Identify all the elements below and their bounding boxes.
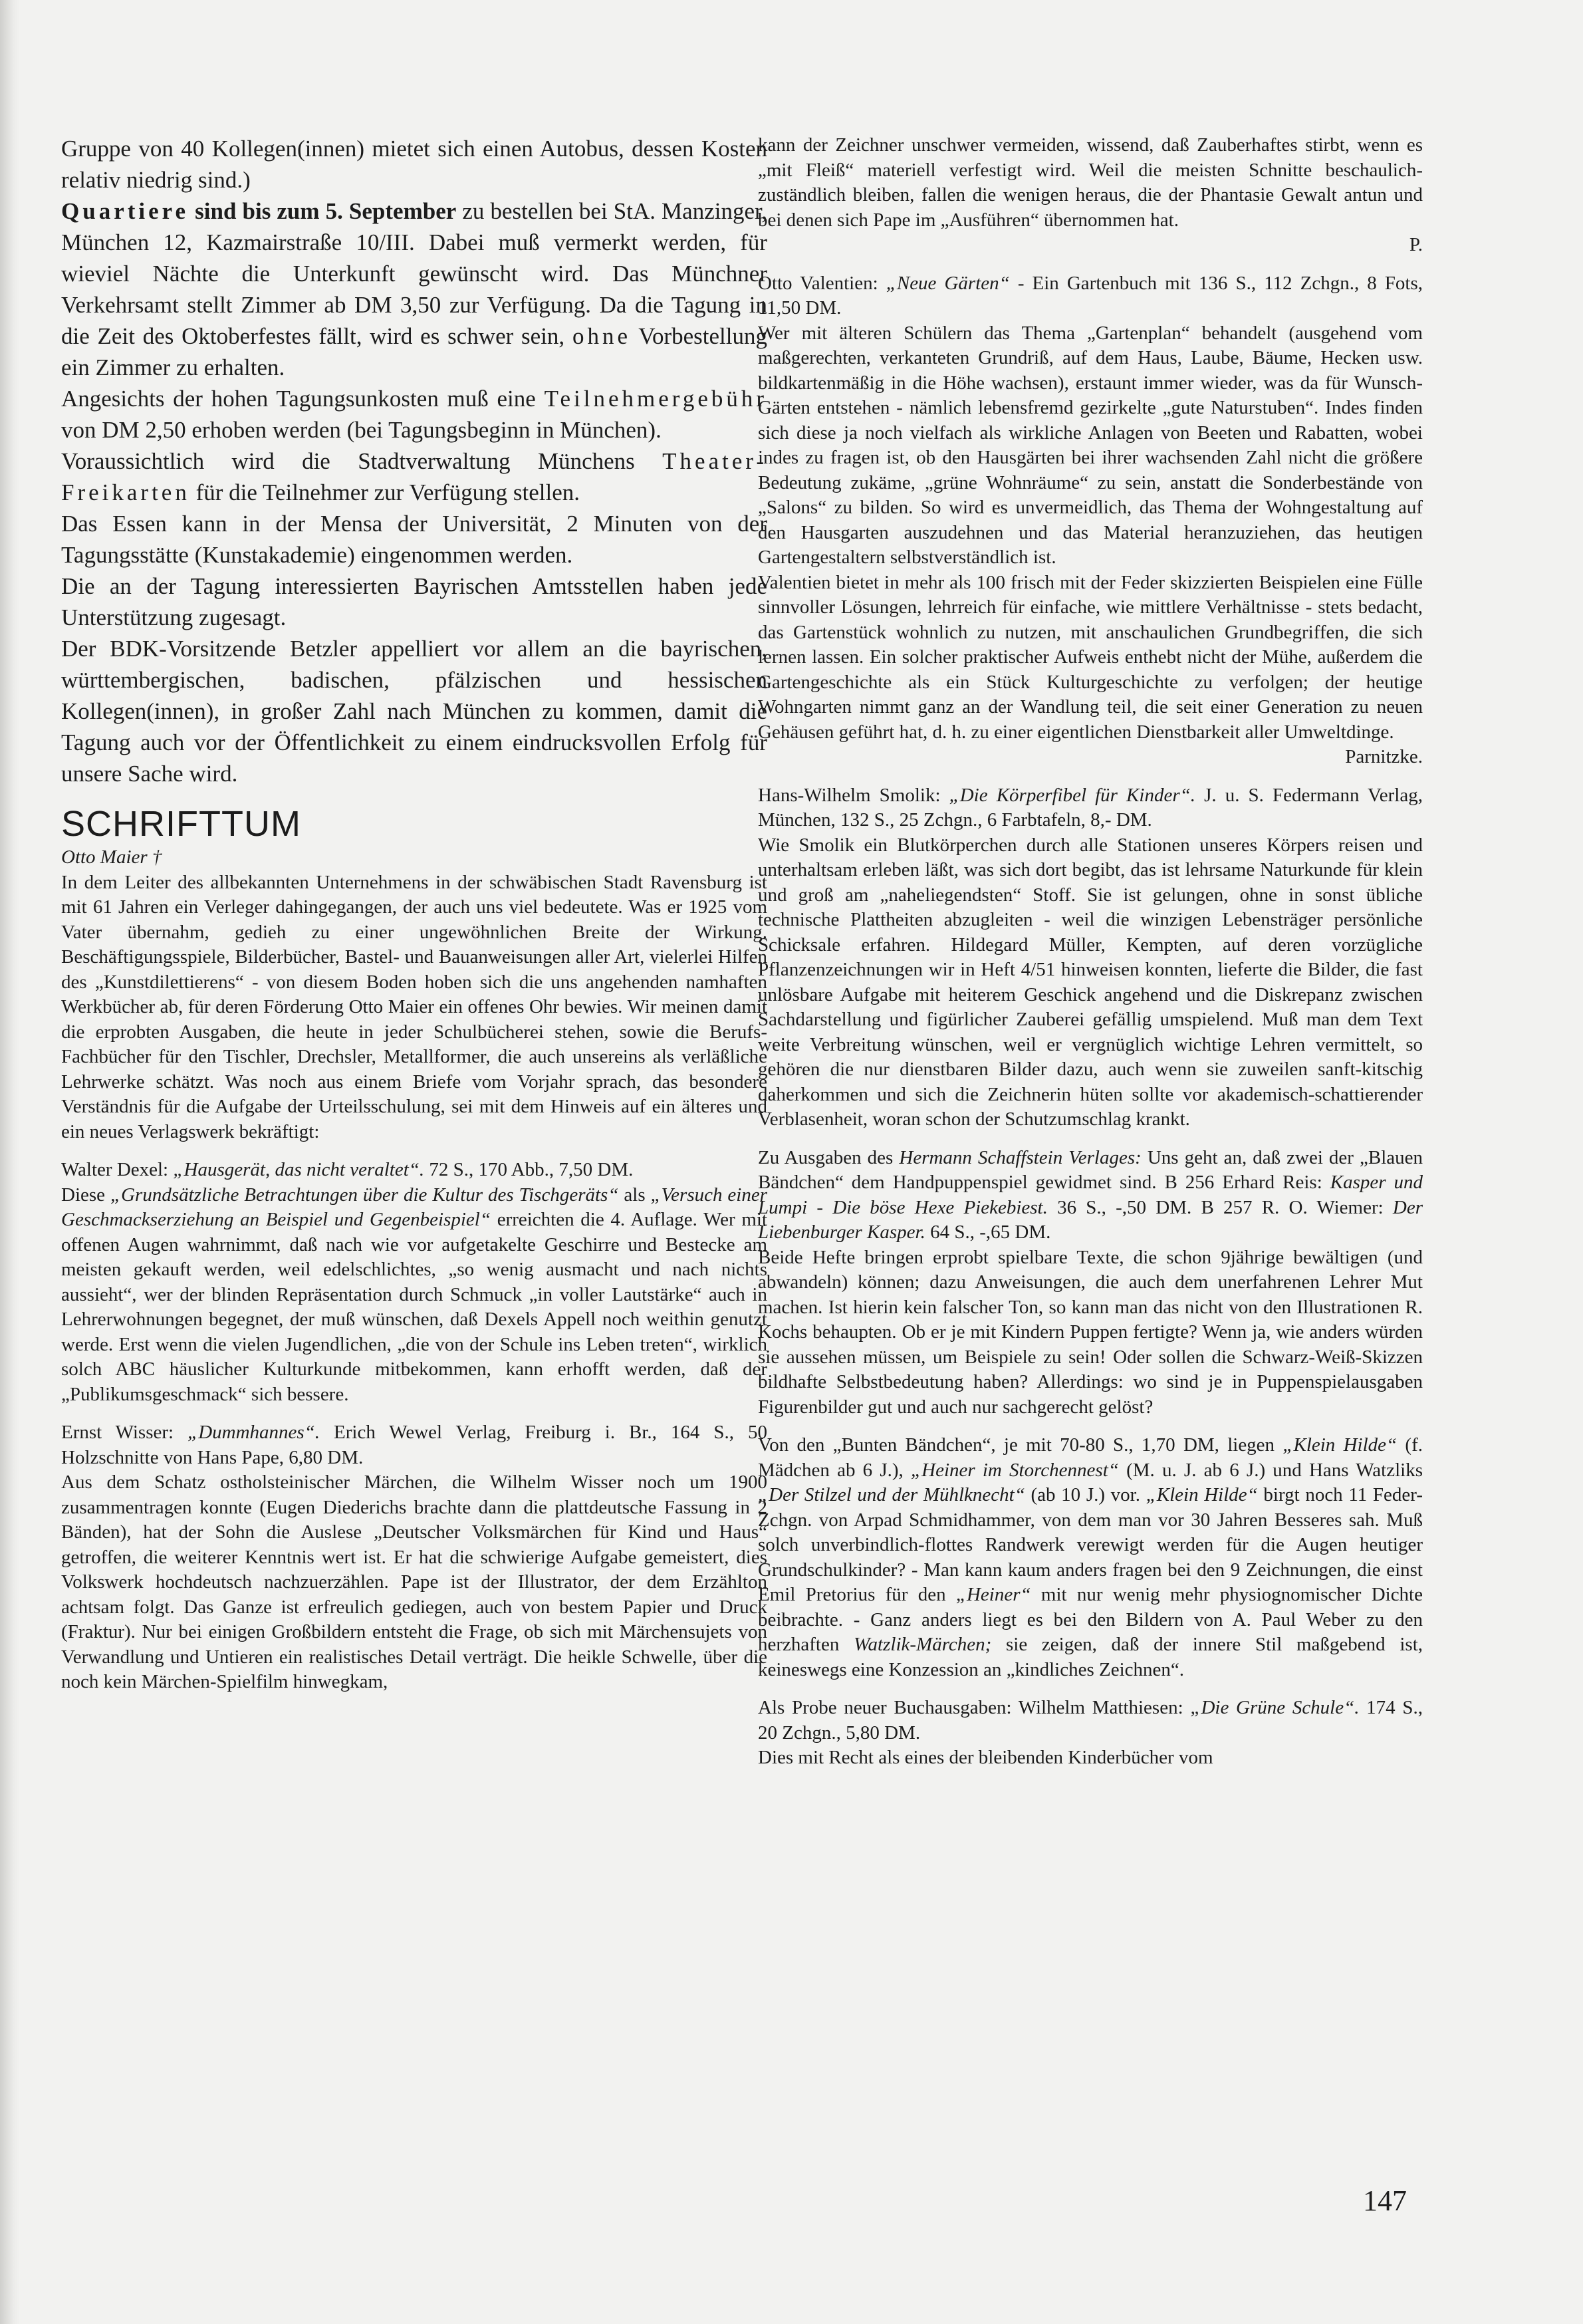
review-wisser-text: Aus dem Schatz ostholsteinischer Märchen, die Wilhelm Wisser noch um 1900 zusammentragen konnte (Eugen Diederichs brachte dann die plattdeutsche Fassung in 2 Bänden), hat der Sohn die Auslese „Deutscher Volksmärchen für Kind und Haus“ getroffen, die weiterer Kenntnis wert ist. Er hat die schwierige Aufgabe gemeistert, dies Volkswerk hochdeutsch nachzuerzählen. Pape ist der Illustrator, der dem Erzählton achtsam folgt. Das Ganze ist erfreulich gediegen, auch von bestem Papier und Druck (Fraktur). Nur bei einigen Großbildern entsteht die Frage, ob sich mit Märchensujets von Verwandlung und Untieren ein realistisches Detail verträgt. Die heikle Schwelle, über die noch kein Märchen-Spielfilm hinwegkam, [61, 1472, 767, 1692]
paragraph-meals: Das Essen kann in der Mensa der Universität, 2 Minuten von der Tagungsstätte (Kunstakademie) eingenommen werden. [61, 511, 767, 568]
review-matthiesen-citation: Als Probe neuer Buchausgaben: Wilhelm Matthiesen: „Die Grüne Schule“. 174 S., 20 Zchgn., 5,80 DM. [758, 1697, 1423, 1743]
review-dexel-text: Diese „Grundsätzliche Betrachtungen über die Kultur des Tischgeräts“ als „Versuch einer Geschmackserziehung an Beispiel und Gegenbeispiel“ erreichten die 4. Auflage. Wer mit offenen Augen wahrnimmt, daß nach wie vor aufgetakelte Geschirre und Bestecke am meisten gekauft werden, weil edelschlichtes, „so wenig ausmacht und nach nichts aussieht“, wer der blinden Repräsentation durch Schmuck „in voller Lautstärke“ auch in Lehrerwohnungen begegnet, der muß wünschen, daß Dexels Appell noch weithin genutzt werde. Erst wenn die vielen Jugendlichen, „die von der Schule ins Leben treten“, wirklich solch ABC häuslicher Kulturkunde mitbekommen, kann erhofft werden, daß der „Publikumsgeschmack“ sich bessere. [61, 1184, 768, 1405]
obituary-text: In dem Leiter des allbekannten Unternehmens in der schwäbischen Stadt Ravensburg ist mit 61 Jahren ein Verleger dahingegangen, der auch uns viel bedeutete. Was er 1925 vom Vater übernahm, gedieh zu einer ungewöhnlichen Breite der Wirkung. Beschäftigungsspiele, Bilderbücher, Bastel- und Bauanweisungen aller Art, vielerlei Hilfen des „Kunstdilettierens“ - von diesem Boden hoben sich die uns angehenden namhaften Werkbücher ab, für deren Förderung Otto Maier ein offenes Ohr bewies. Wir meinen damit die erprobten Ausgaben, die heute in jeder Schulbücherei stehen, sowie die Berufs-Fachbücher für den Tischler, Drechsler, Metallformer, die auch unsereins als verläßliche Lehrwerke schätzt. Was noch aus einem Briefe vom Vorjahr sprach, das besondere Verständnis für die Aufgabe der Urteilsschulung, sei mit dem Hinweis auf ein älteres und ein neues Verlagswerk bekräftigt: [61, 871, 767, 1142]
review-dexel-citation: Walter Dexel: „Hausgerät, das nicht veraltet“. 72 S., 170 Abb., 7,50 DM. [61, 1159, 634, 1180]
review-valentien-citation: Otto Valentien: „Neue Gärten“ - Ein Gartenbuch mit 136 S., 112 Zchgn., 8 Fots, 11,50 DM. [758, 272, 1423, 319]
section-heading-schrifttum: SCHRIFTTUM [61, 804, 301, 844]
paragraph-support: Die an der Tagung interessierten Bayrischen Amtsstellen haben jede Unterstützung zugesagt. [61, 573, 767, 630]
review-wisser-citation: Ernst Wisser: „Dummhannes“. Erich Wewel Verlag, Freiburg i. Br., 164 S., 50 Holzschnitte von Hans Pape, 6,80 DM. [61, 1422, 767, 1468]
review-valentien-text: Wer mit älteren Schülern das Thema „Gartenplan“ behandelt (ausgehend vom maßgerechten, verkanteten Grundriß, auf dem Haus, Laube, Bäume, Hecken usw. bildkartenmäßig in die Höhe wachsen), erstaunt immer wieder, was da für Wunsch-Gärten entstehen - nämlich lebensfremd gezirkelte „gute Naturstuben“. Indes finden sich diese ja noch vielfach als wirkliche Anlagen von Beeten und Rabatten, wobei indes zu fragen ist, ob den Hausgärten bei ihrer wachsenden Zahl nicht die größere Bedeutung zukäme, „grüne Wohnräume“ zu sein, anstatt die Sonderbestände von „Salons“ zu bilden. So wird es unvermeidlich, das Thema der Wohngestaltung auf den Hausgarten auszudehnen und das Material heranzuziehen, das heutigen Gartengestaltern selbstverständlich ist. [758, 322, 1423, 568]
page-binding-shadow [0, 0, 20, 2324]
paragraph-appeal: Der BDK-Vorsitzende Betzler appelliert vor allem an die bayrischen, württembergischen, badischen, pfälzischen und hessischen Kollegen(innen), in großer Zahl nach München zu kommen, damit die Tagung auch vor der Öffentlichkeit zu einem eindrucksvollen Erfolg für unsere Sache wird. [61, 636, 767, 787]
review-bunte-baendchen: Von den „Bunten Bändchen“, je mit 70-80 S., 1,70 DM, liegen „Klein Hilde“ (f. Mädchen ab 6 J.), „Heiner im Storchennest“ (M. u. J. ab 6 J.) und Hans Watzliks „Der Stilzel und der Mühlknecht“ (ab 10 J.) vor. „Klein Hilde“ birgt noch 11 Feder-Zchgn. von Arpad Schmidhammer, von dem man vor 30 Jahren Besseres sah. Muß solch unverbindlich-flottes Randwerk verewigt werden für die Augen heutiger Grundschulkinder? - Man kann kaum anders fragen bei den 9 Zeichnungen, die einst Emil Pretorius für den „Heiner“ mit nur wenig mehr physiognomischer Dichte beibrachte. - Ganz anders liegt es bei den Bildern von A. Paul Weber zu den herzhaften Watzlik-Märchen; sie zeigen, daß der innere Stil maßgebend ist, keineswegs eine Konzession an „kindliches Zeichnen“. [758, 1434, 1423, 1680]
right-column [758, 133, 1423, 1771]
signature-p: P. [1409, 234, 1423, 255]
page-number: 147 [1363, 2184, 1407, 2217]
paragraph-quarters: Quartiere sind bis zum 5. September zu bestellen bei StA. Manzinger, München 12, Kazmairstraße 10/III. Dabei muß vermerkt werden, für wieviel Nächte die Unterkunft gewünscht wird. Das Münchner Verkehrsamt stellt Zimmer ab DM 3,50 zur Verfügung. Da die Tagung in die Zeit des Oktoberfestes fällt, wird es schwer sein, ohne Vorbestellung ein Zimmer zu erhalten. [61, 198, 768, 380]
review-schaffstein-text: Beide Hefte bringen erprobt spielbare Texte, die schon 9jährige bewältigen (und abwandeln) können; dazu Anweisungen, die auch dem unerfahrenen Lehrer Mut machen. Ist hierin kein falscher Ton, so kann man das nicht von den Illustrationen R. Kochs behaupten. Ob er je mit Kindern Puppen fertigte? Wenn ja, wie anders würden sie aussehen müssen, um Beispiele zu sein! Oder sollen die Schwarz-Weiß-Skizzen bildhafte Selbstbedeutung haben? Allerdings: wo sind je in Puppenspielausgaben Figurenbilder gut und auch nur sachgerecht gelöst? [758, 1246, 1423, 1418]
review-valentien-text-2: Valentien bietet in mehr als 100 frisch mit der Feder skizzierten Beispielen eine Fülle sinnvoller Lösungen, lehrreich für einfache, wie mittlere Verhältnisse - stets bedacht, das Gartenstück wohnlich zu nutzen, mit anschaulichen Grundbegriffen, die sich lernen lassen. Ein solcher praktischer Aufweis enthebt nicht der Mühe, außerdem die Gartengeschichte als ein Stück Kulturgeschichte zu verfolgen; der heutige Wohngarten nimmt ganz an der Wandlung teil, die seit einer Generation zu neuen Gehäusen geführt hat, d. h. zu einer eigentlichen Dienstbarkeit aller Umweltdinge. [758, 571, 1423, 743]
review-wisser-continued: kann der Zeichner unschwer vermeiden, wissend, daß Zauberhaftes stirbt, wenn es „mit Fleiß“ materiell verfestigt wird. Weil die meisten Schnitte beschaulich-zuständlich bleiben, fallen die wenigen heraus, die der Phantasie Gewalt antun und bei denen sich Pape im „Ausführen“ übernommen hat. [758, 134, 1423, 231]
left-column [61, 133, 767, 1695]
paragraph-fee: Angesichts der hohen Tagungsunkosten muß eine Teilnehmergebühr von DM 2,50 erhoben werden (bei Tagungsbeginn in München). [61, 386, 768, 443]
paragraph-bus: Gruppe von 40 Kollegen(innen) mietet sich einen Autobus, dessen Kosten relativ niedrig sind.) [61, 136, 767, 193]
review-matthiesen-text: Dies mit Recht als eines der bleibenden Kinderbücher vom [758, 1747, 1213, 1768]
review-smolik-text: Wie Smolik ein Blutkörperchen durch alle Stationen unseres Körpers reisen und unterhaltsam erleben läßt, was sich dort begibt, das ist lehrsame Naturkunde für klein und groß am „naheliegendsten“ Stoff. Sie ist gelungen, ohne in sonst übliche technische Plattheiten abzugleiten - weil die winzigen Lebensträger persönliche Schicksale erfahren. Hildegard Müller, Kempten, auf deren vorzügliche Pflanzenzeichnungen wir in Heft 4/51 hinweisen konnten, lieferte die Bilder, die fast unlösbare Aufgabe mit heiterem Geschick angehend und die Diskrepanz zwischen Sachdarstellung und figürlicher Zauberei gefällig umspielend. Muß man dem Text weite Verbreitung wünschen, weil er vergnüglich wichtige Lehren vermittelt, so gehören die nur dienstbaren Bilder dazu, auch wenn sie zuweilen sanft-kitschig daherkommen und sich die Zeichnerin hüten sollte vor akademisch-schattierender Verblasenheit, woran schon der Schutzumschlag krankt. [758, 834, 1423, 1130]
paragraph-theater: Voraussichtlich wird die Stadtverwaltung Münchens Theater-Freikarten für die Teilnehmer zur Verfügung stellen. [61, 448, 767, 505]
obituary-title: Otto Maier † [61, 846, 162, 868]
signature-parnitzke: Parnitzke. [1345, 746, 1423, 767]
review-schaffstein-citation: Zu Ausgaben des Hermann Schaffstein Verlages: Uns geht an, daß zwei der „Blauen Bändchen“ dem Handpuppenspiel gewidmet sind. B 256 Erhard Reis: Kasper und Lumpi - Die böse Hexe Piekebiest. 36 S., -,50 DM. B 257 R. O. Wiemer: Der Liebenburger Kasper. 64 S., -,65 DM. [758, 1146, 1423, 1243]
review-smolik-citation: Hans-Wilhelm Smolik: „Die Körperfibel für Kinder“. J. u. S. Federmann Verlag, München, 132 S., 25 Zchgn., 6 Farbtafeln, 8,- DM. [758, 784, 1423, 831]
